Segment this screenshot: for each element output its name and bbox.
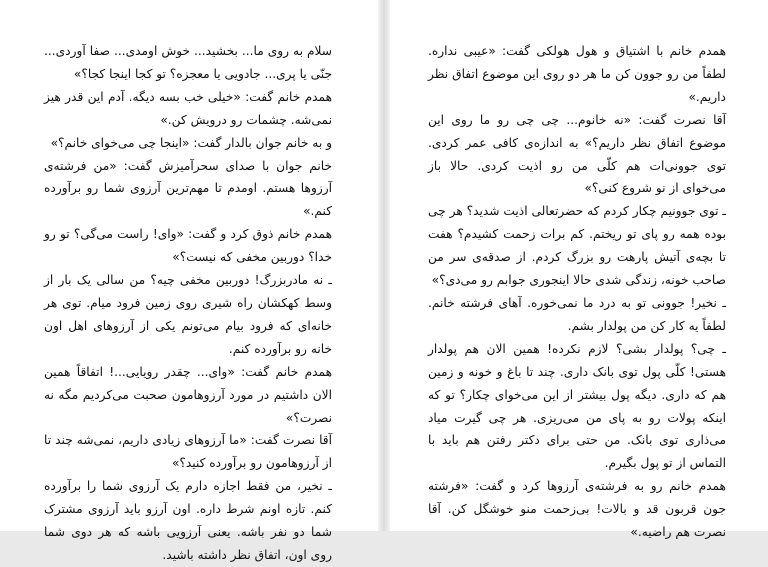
paragraph: آقا نصرت گفت: «نه خانوم... چی چی رو ما روی این موضوع اتفاق نظر داریم؟» به اندازه‌ی کافی عمر کردی. توی جوونی‌ات هم کلّی من رو اذیت کردی. حالا باز می‌خوای از نو شروع کنی؟» [428,112,726,196]
right-page-text [428,40,726,544]
left-page [0,0,378,562]
book-gutter [378,0,390,531]
paragraph: سلام به روی ما... بخشید... خوش اومدی... صفا آوردی... جنّی یا پری... جادویی یا معجزه؟ تو کجا اینجا کجا؟» [44,44,332,81]
paragraph: آقا نصرت گفت: «ما آرزوهای زیادی داریم، نمی‌شه چند تا از آرزوهامون رو برآورده کنید؟» [44,433,332,471]
paragraph: ـ چی؟ پولدار بشی؟ لازم نکرده! همین الان هم پولدار هستی! کلّی پول توی بانک داری. چند تا باغ و خونه و زمین هم که داری. دیگه پول بیشتر از این می‌خوای چکار؟ تو که اینکه پولات رو به پای من می‌ریزی. هر چی گیرت میاد می‌ذاری توی بانک. من حتی برای دکتر رفتن هم باید با التماس از تو پول بگیرم. [428,341,726,471]
paragraph: و به خانم جوان بالدار گفت: «اینجا چی می‌خوای خانم؟» [50,135,332,150]
paragraph: همدم خانم با اشتیاق و هول هولکی گفت: «عیبی نداره. لطفاً من رو جوون کن ما هر دو روی این موضوع اتفاق نظر داریم.» [428,44,726,104]
paragraph: همدم خانم گفت: «وای... چقدر رویایی...! اتفاقاً همین الان داشتیم در مورد آرزوهامون صحبت می‌کردیم مگه نه نصرت؟» [44,364,332,425]
paragraph: همدم خانم رو به فرشته‌ی آرزوها کرد و گفت: «فرشته جون قربون قد و بالات! بی‌زحمت منو خوشگل کن. آقا نصرت هم راضیه.» [428,479,726,540]
paragraph: ـ توی جوونیم چکار کردم که حضرتعالی اذیت شدید؟ هر چی بوده همه رو پای تو ریختم. کم برات زحمت کشیدم؟ هفت تا بچه‌ی آتیش پارهت رو بزرگ کردم. از صدقه‌ی سر من صاحب خونه، زندگی شدی حالا اینجوری جوابم رو می‌دی؟» [428,204,726,288]
paragraph: خانم جوان با صدای سحرآمیزش گفت: «من فرشته‌ی آرزوها هستم. اومدم تا مهم‌ترین آرزوی شما رو برآورده کنم.» [44,158,332,219]
right-page [390,0,768,540]
paragraph: ـ نخیر! جوونی تو به درد ما نمی‌خوره. آهای فرشته خانم. لطفاً یه کار کن من پولدار بشم. [428,295,726,333]
paragraph: همدم خانم گفت: «خیلی خب بسه دیگه. آدم این قدر هیز نمی‌شه. چشمات رو درویش کن.» [44,89,332,127]
paragraph: ـ نخیر، من فقط اجازه دارم یک آرزوی شما را برآورده کنم. تازه اونم شرط داره. اون آرزو باید آرزوی مشترک شما دو نفر باشه. یعنی آرزویی باشه که هر دوی شما روی اون، اتفاق نظر داشته باشید. [44,479,332,562]
paragraph: همدم خانم ذوق کرد و گفت: «وای! راست می‌گی؟ تو رو خدا؟ دوربین مخفی که نیست؟» [44,227,332,265]
left-page-text [44,40,332,567]
paragraph: ـ نه مادربزرگ! دوربین مخفی چیه؟ من سالی یک بار از وسط کهکشان راه شیری روی زمین فرود میام. توی هر خانه‌ای که فرود بیام می‌تونم یکی از آرزوهای اهل اون خانه رو برآورده کنم. [44,273,332,356]
